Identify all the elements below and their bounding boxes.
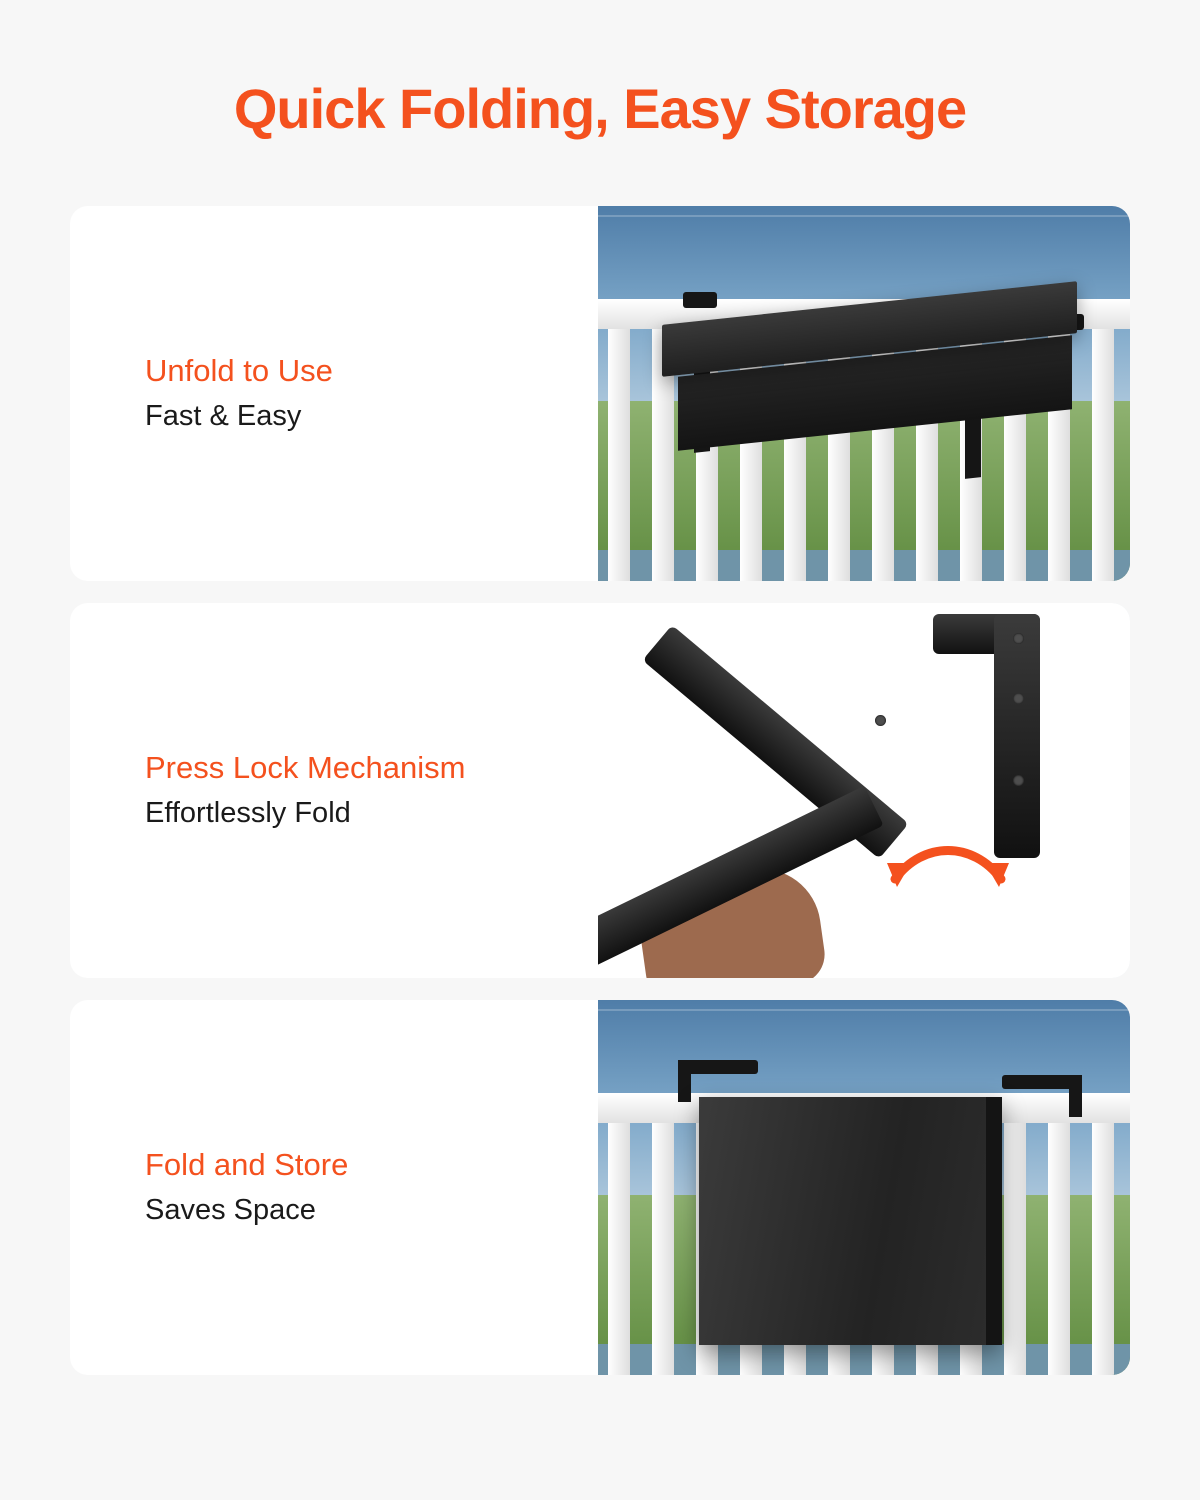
horizon-line	[598, 215, 1130, 217]
rivet-icon	[1013, 693, 1024, 704]
mount-hook-right	[1069, 1075, 1082, 1117]
card-subtitle: Effortlessly Fold	[145, 796, 351, 829]
page-title: Quick Folding, Easy Storage	[233, 77, 967, 140]
card-image-lock-mechanism	[598, 603, 1130, 978]
card-title: Press Lock Mechanism	[145, 750, 466, 786]
folded-table-panel	[699, 1097, 1002, 1345]
mount-clamp-left	[683, 292, 717, 308]
fold-direction-arrow-icon	[883, 833, 1013, 903]
card-text-block	[70, 1000, 598, 1375]
rivet-icon	[1013, 775, 1024, 786]
card-text-block	[70, 603, 598, 978]
feature-card-unfold-to-use	[70, 206, 1130, 581]
card-image-unfolded-table	[598, 206, 1130, 581]
card-subtitle: Fast & Easy	[145, 399, 302, 432]
panel-edge	[986, 1097, 1002, 1345]
pivot-rivet-icon	[875, 715, 886, 726]
card-title: Fold and Store	[145, 1147, 349, 1183]
rivet-icon	[1013, 633, 1024, 644]
feature-card-list	[0, 206, 1200, 1375]
horizon-line	[598, 1009, 1130, 1011]
feature-card-fold-and-store	[70, 1000, 1130, 1375]
card-image-folded-table	[598, 1000, 1130, 1375]
mount-hook-left	[678, 1060, 691, 1102]
card-subtitle: Saves Space	[145, 1193, 316, 1226]
card-text-block	[70, 206, 598, 581]
feature-card-press-lock	[70, 603, 1130, 978]
bracket-vertical-arm	[994, 614, 1040, 858]
card-title: Unfold to Use	[145, 353, 333, 389]
